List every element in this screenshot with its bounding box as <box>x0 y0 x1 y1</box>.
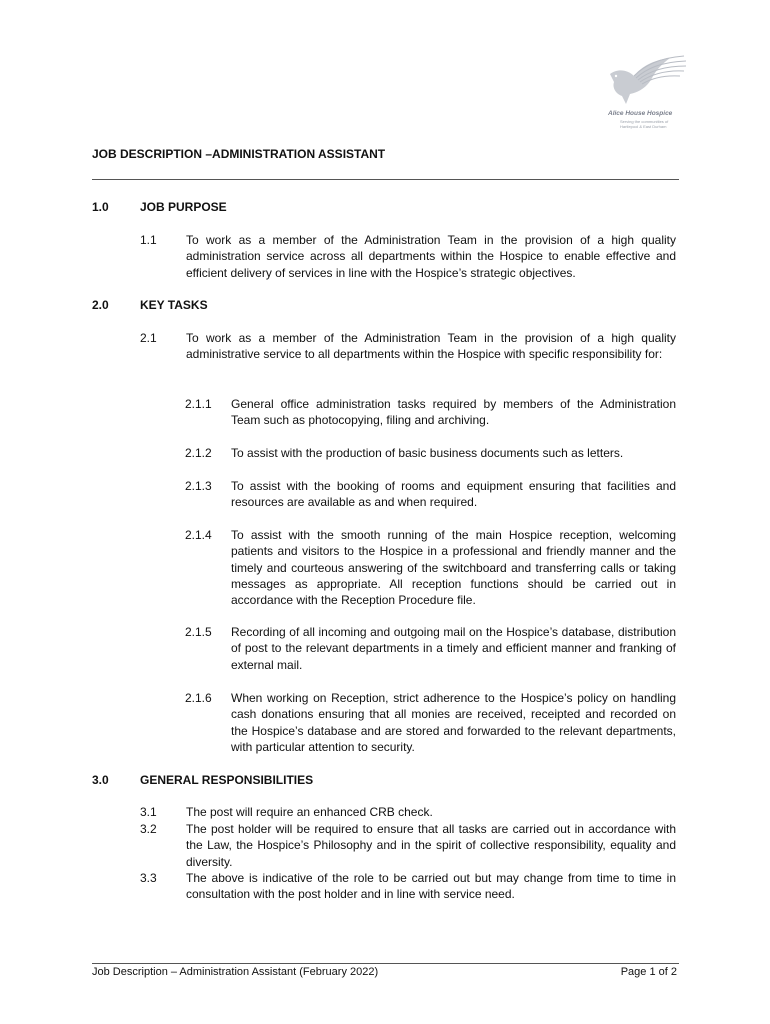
item-text: To work as a member of the Administration Team in the provision of a high quality administration service across all departments within the Hospice to enable effective and efficient delivery of services in line with the Hospice’s strategic objectives. <box>186 233 676 280</box>
item-number: 3.3 <box>140 871 157 885</box>
subitem-number: 2.1.2 <box>185 446 212 460</box>
subitem-text: To assist with the smooth running of the main Hospice reception, welcoming patients and visitors to the Hospice in a professional and friendly manner and the timely and courteous answering of the switchboard and transferring calls or taking messages as appropriate. All reception functions should be carried out in accordance with the Reception Procedure file. <box>231 528 676 608</box>
item-text: The post holder will be required to ensure that all tasks are carried out in accordance with the Law, the Hospice’s Philosophy and in the spirit of collective responsibility, equality and diversity. <box>186 822 676 869</box>
document-title: JOB DESCRIPTION –ADMINISTRATION ASSISTANT <box>92 147 386 161</box>
subitem-text: To assist with the booking of rooms and equipment ensuring that facilities and resources are available as and when required. <box>231 479 676 510</box>
item-number: 2.1 <box>140 331 157 345</box>
item-number: 3.1 <box>140 805 157 819</box>
subitem-number: 2.1.3 <box>185 479 212 493</box>
subitem-text: To assist with the production of basic business documents such as letters. <box>231 446 624 460</box>
subitem-number: 2.1.6 <box>185 691 212 705</box>
subitem-text: When working on Reception, strict adherence to the Hospice’s policy on handling cash donations ensuring that all monies are received, receipted and recorded on the Hospice’s database and are stored and forwarded to the relevant departments, with particular attention to security. <box>231 691 676 754</box>
section-number: 3.0 <box>92 773 109 787</box>
item-text: The above is indicative of the role to be carried out but may change from time to time in consultation with the post holder and in line with service need. <box>186 871 676 902</box>
subitem-number: 2.1.5 <box>185 625 212 639</box>
footer-document-label: Job Description – Administration Assistant (February 2022) <box>92 966 379 978</box>
hospice-logo <box>600 52 690 132</box>
subitem-text: General office administration tasks required by members of the Administration Team such as photocopying, filing and archiving. <box>231 397 676 428</box>
logo-tagline-line-2: Hartlepool & East Durham <box>620 124 667 129</box>
logo-tagline <box>620 119 668 129</box>
section-heading: KEY TASKS <box>140 298 208 312</box>
section-number: 2.0 <box>92 298 109 312</box>
item-text: The post will require an enhanced CRB check. <box>186 805 433 819</box>
title-divider <box>92 179 679 180</box>
footer-page-number: Page 1 of 2 <box>620 966 677 978</box>
subitem-number: 2.1.4 <box>185 528 212 542</box>
logo-tagline-line-1: Serving the communities of <box>620 119 669 124</box>
dove-icon <box>600 52 690 110</box>
item-number: 3.2 <box>140 822 157 836</box>
item-number: 1.1 <box>140 233 157 247</box>
section-number: 1.0 <box>92 200 109 214</box>
section-heading: GENERAL RESPONSIBILITIES <box>140 773 314 787</box>
logo-name: Alice House Hospice <box>608 110 673 117</box>
footer-divider <box>92 963 679 964</box>
subitem-text: Recording of all incoming and outgoing mail on the Hospice’s database, distribution of post to the relevant departments in a timely and efficient manner and franking of external mail. <box>231 625 676 672</box>
item-text: To work as a member of the Administration Team in the provision of a high quality administrative service to all departments within the Hospice with specific responsibility for: <box>186 331 676 362</box>
subitem-number: 2.1.1 <box>185 397 212 411</box>
section-heading: JOB PURPOSE <box>140 200 227 214</box>
